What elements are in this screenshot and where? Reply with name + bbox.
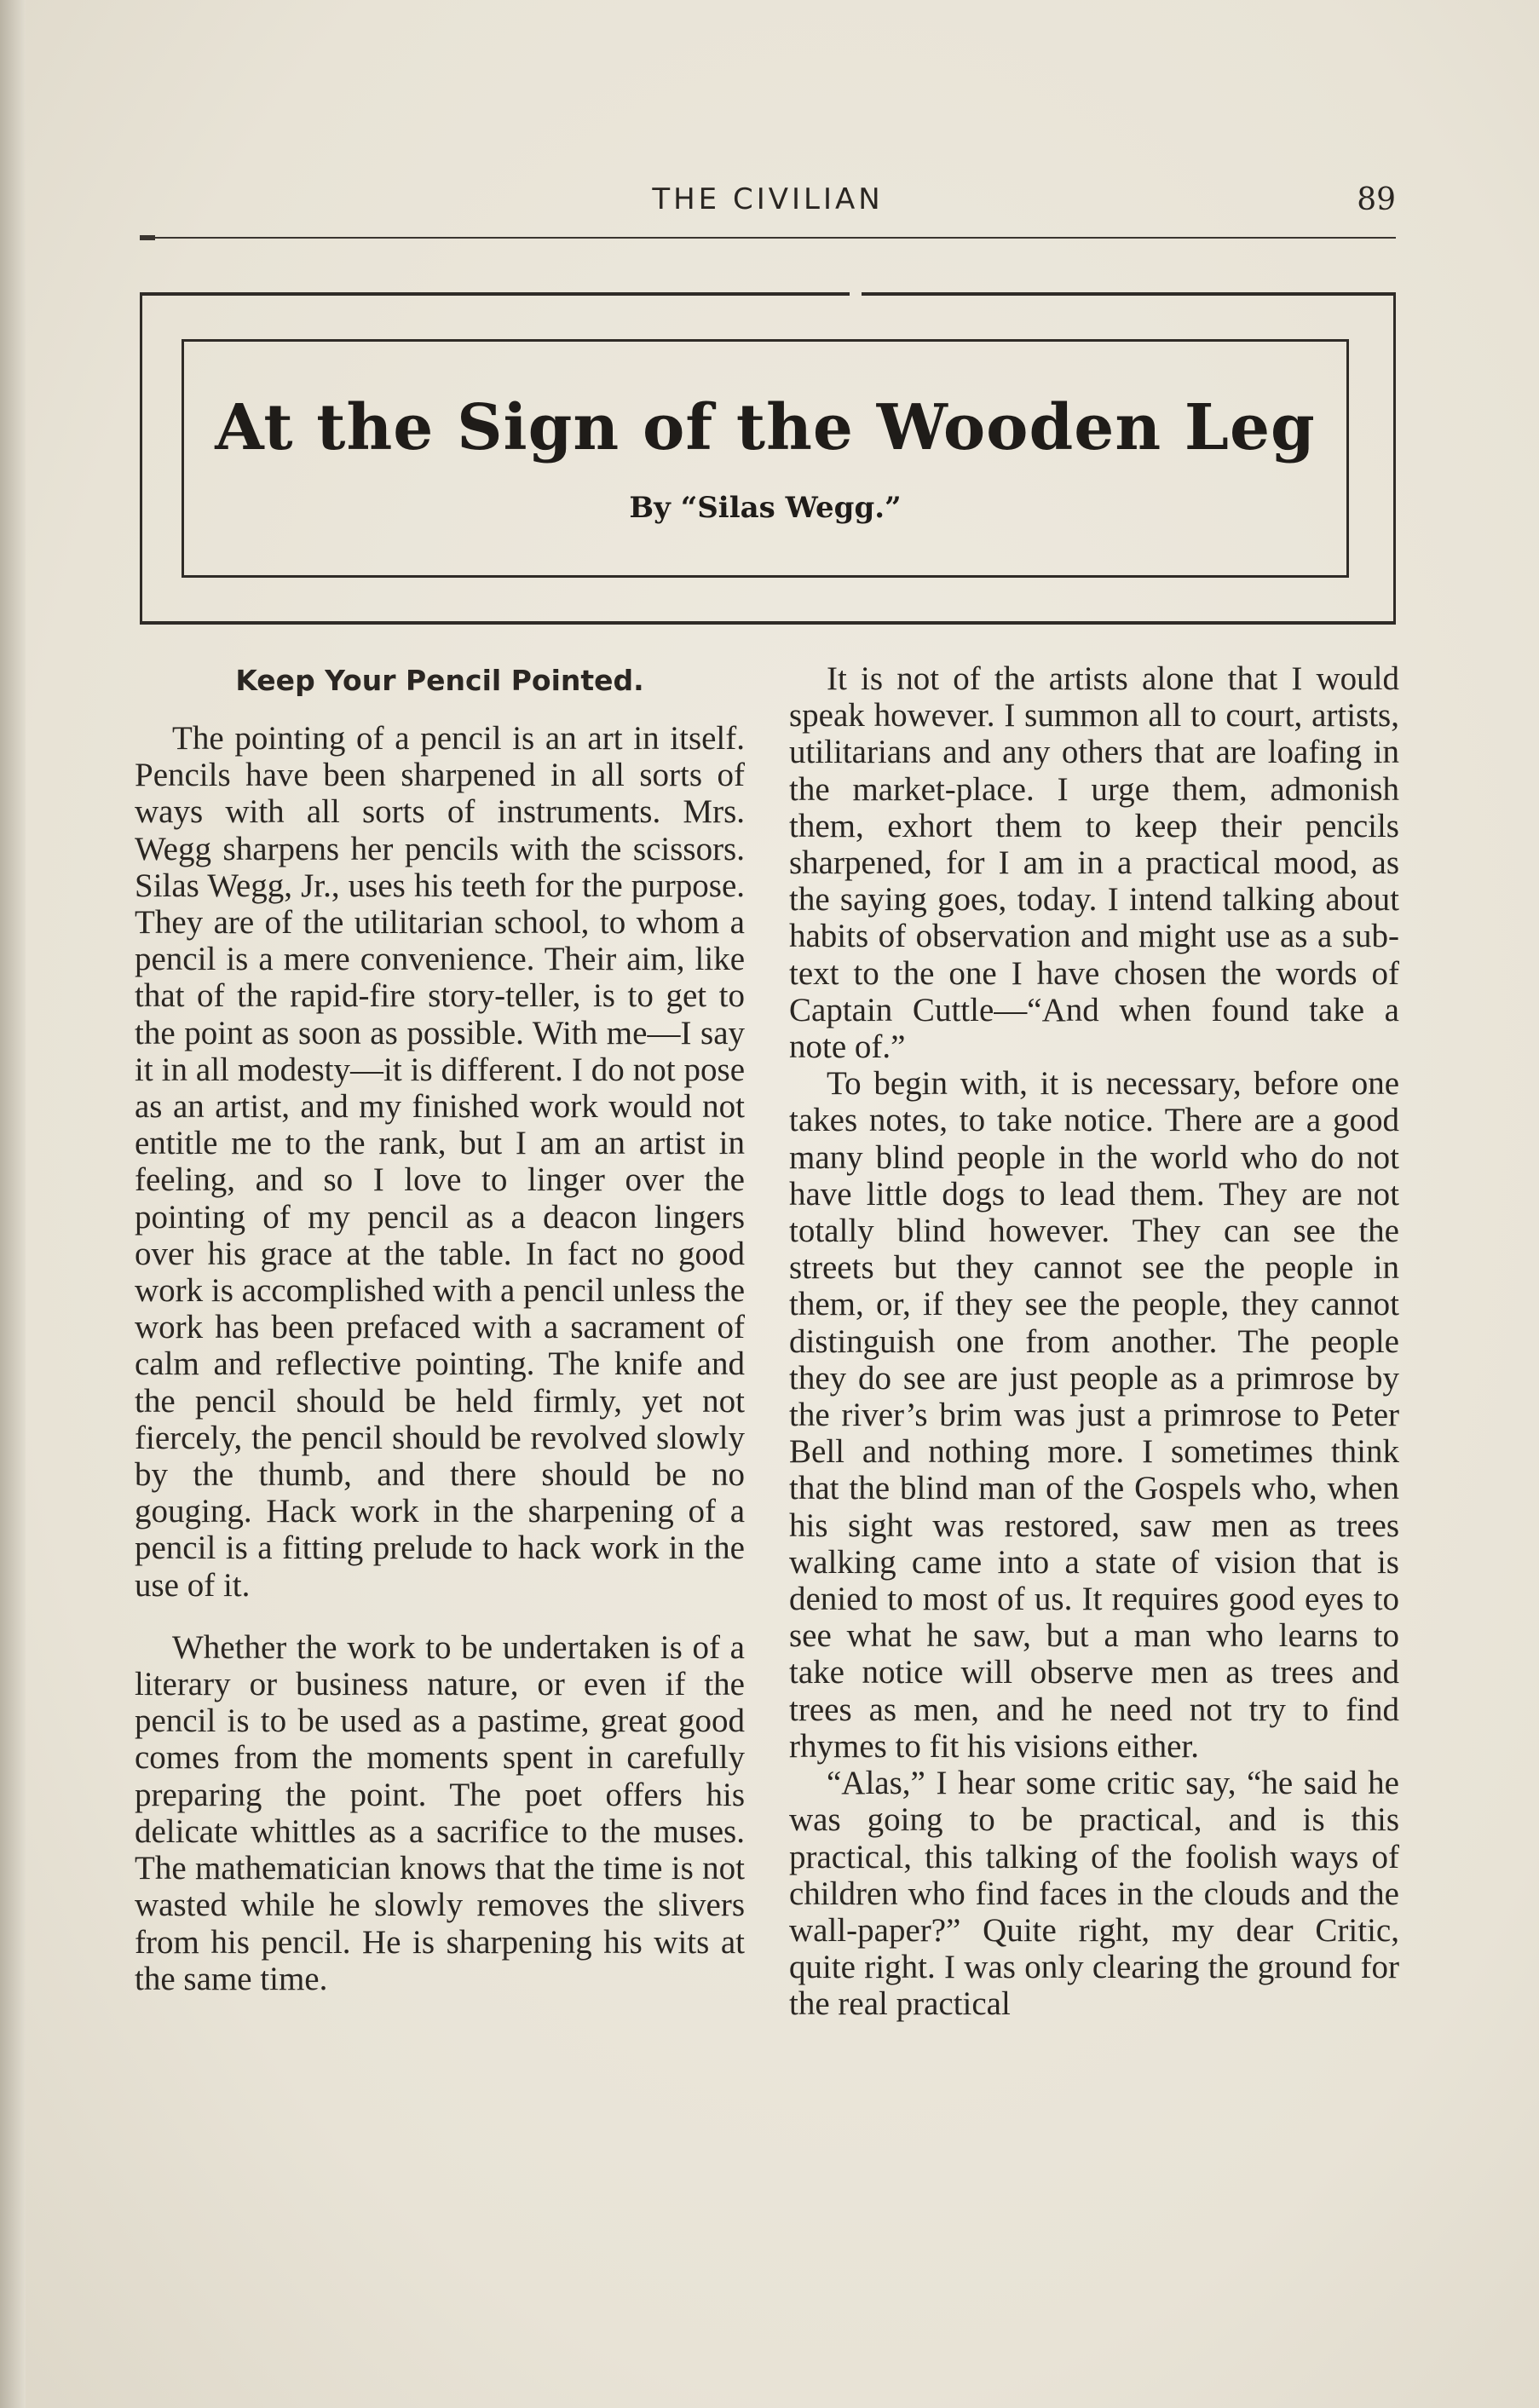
right-column xyxy=(789,660,1399,2023)
section-heading: Keep Your Pencil Pointed. xyxy=(235,664,644,697)
paragraph: “Alas,” I hear some critic say, “he said he was going to be practical, and is this practical, this talking of the foolish ways of children who find faces in the clouds and the wall-paper?” Quite right, my dear Critic, quite right. I was only clearing the ground for the real practical xyxy=(789,1765,1399,2023)
article-title: At the Sign of the Wooden Leg xyxy=(215,391,1316,464)
title-box xyxy=(140,292,1396,625)
binding-shadow xyxy=(0,0,26,2408)
paragraph: To begin with, it is necessary, before one takes notes, to take notice. There are a good many blind people in the world who do not have little dogs to lead them. They are not totally blind however. They can see the streets but they cannot see the people in them, or, if they see the people, they cannot distinguish one from another. The people they do see are just people as a primrose by the river’s brim was just a primrose to Peter Bell and nothing more. I sometimes think that the blind man of the Gospels who, when his sight was restored, saw men as trees walking came into a state of vision that is denied to most of us. It requires good eyes to see what he saw, but a man who learns to take notice will observe men as trees and trees as men, and he need not try to find rhymes to fit his visions either. xyxy=(789,1065,1399,1765)
paragraph: Whether the work to be undertaken is of a literary or business nature, or even if the pencil is to be used as a pastime, great good comes from the moments spent in carefully preparing the point. The poet offers his delicate whittles as a sacrifice to the muses. The mathematician knows that the time is not wasted while he slowly removes the slivers from his pencil. He is sharpening his wits at the same time. xyxy=(135,1628,745,1997)
left-column xyxy=(135,660,745,1997)
paragraph: The pointing of a pencil is an art in itself. Pencils have been sharpened in all sorts of ways with all sorts of instruments. Mrs. Wegg sharpens her pencils with the scissors. Silas Wegg, Jr., uses his teeth for the purpose. They are of the utilitarian school, to whom a pencil is a mere convenience. Their aim, like that of the rapid-fire story-teller, is to get to the point as soon as possible. With me—I say it in all modesty—it is different. I do not pose as an artist, and my finished work would not entitle me to the rank, but I am an artist in feeling, and so I love to linger over the pointing of my pencil as a deacon lingers over his grace at the table. In fact no good work is accomplished with a pencil unless the work has been prefaced with a sacrament of calm and reflective pointing. The knife and the pencil should be held firmly, yet not fiercely, the pencil should be revolved slowly by the thumb, and there should be no gouging. Hack work in the sharpening of a pencil is a fitting prelude to hack work in the use of it. xyxy=(135,720,745,1604)
running-title: THE CIVILIAN xyxy=(652,182,884,216)
header-rule xyxy=(140,237,1396,239)
running-head xyxy=(140,182,1396,225)
header-rule-mark xyxy=(140,235,155,240)
title-box-gap xyxy=(850,291,862,297)
page-number: 89 xyxy=(1357,182,1396,217)
paragraph: It is not of the artists alone that I would speak however. I summon all to court, artists, utilitarians and any others that are loafing in the market-place. I urge them, admonish them, exhort them to keep their pencils sharpened, for I am in a practical mood, as the saying goes, today. I intend talking about habits of observation and might use as a sub-text to the one I have chosen the words of Captain Cuttle—“And when found take a note of.” xyxy=(789,660,1399,1066)
title-box-inner xyxy=(182,339,1349,578)
article-byline: By “Silas Wegg.” xyxy=(629,491,902,525)
